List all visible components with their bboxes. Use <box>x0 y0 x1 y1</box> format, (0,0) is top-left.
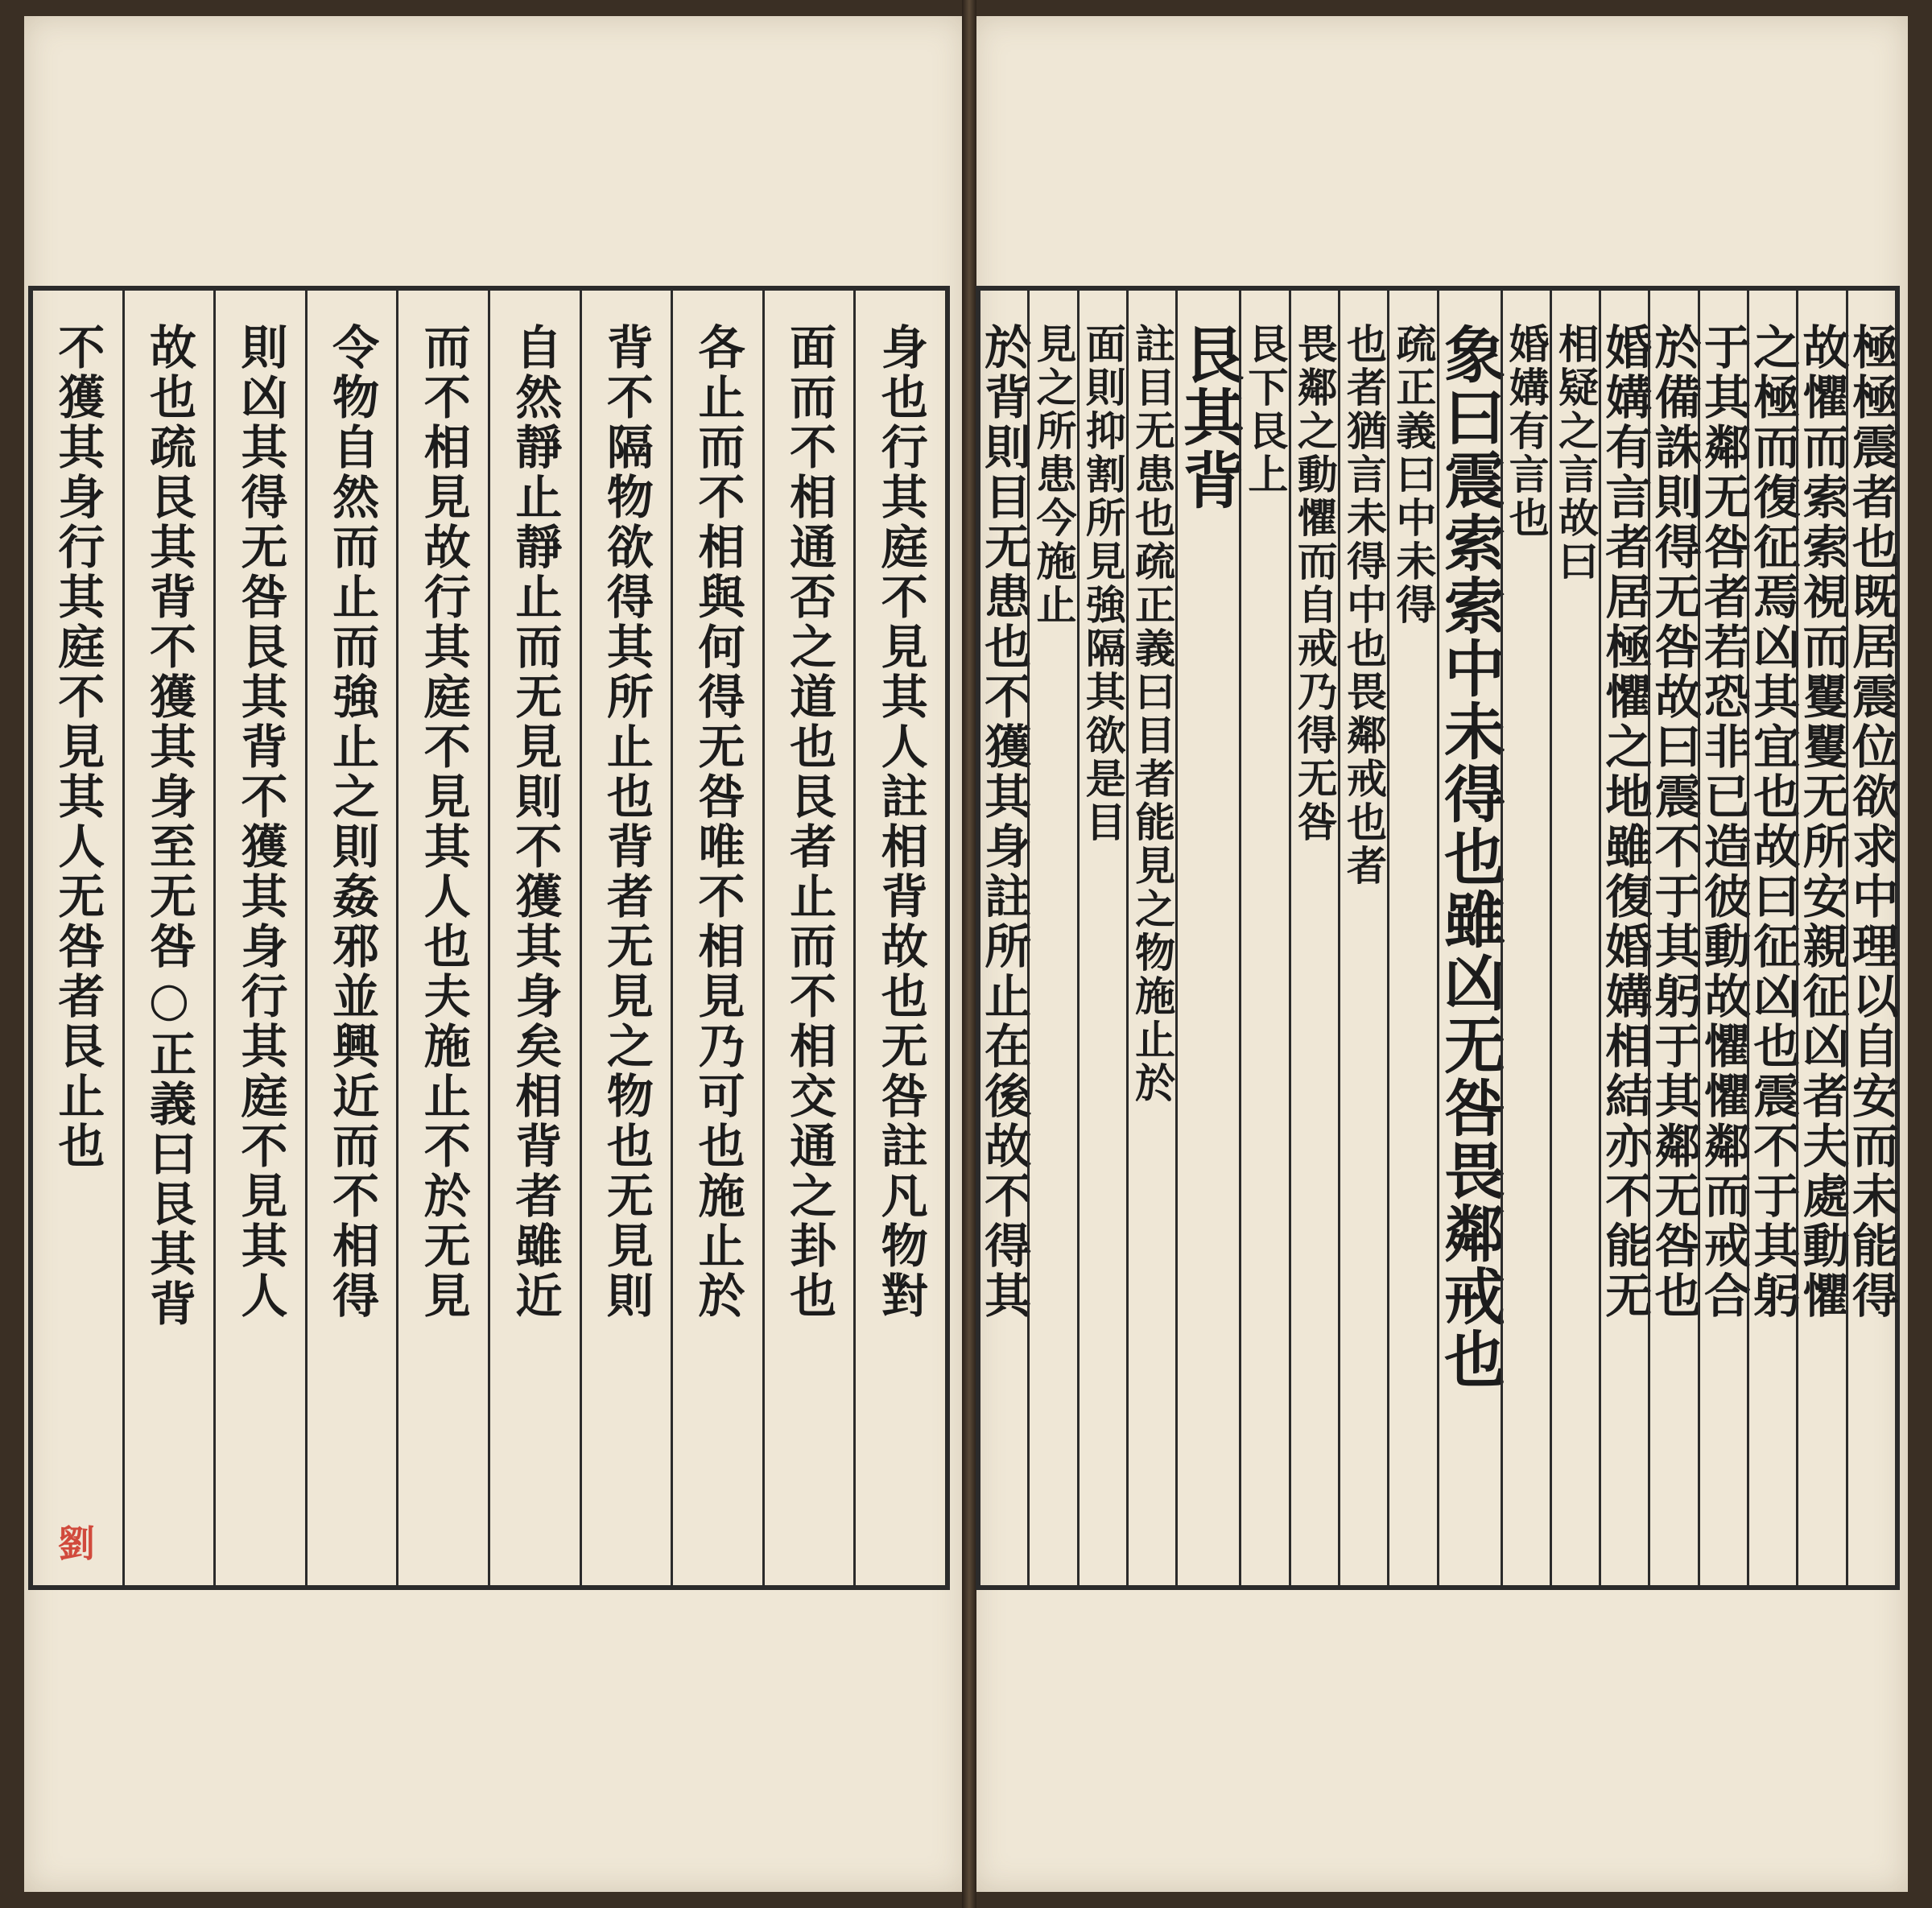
right-column <box>1843 291 1899 1585</box>
left-column-text: 則凶其得无咎艮其背不獲其身行其庭不見其人 <box>233 323 288 1321</box>
right-column <box>1387 291 1436 1585</box>
right-column <box>1695 291 1751 1585</box>
left-column <box>33 291 122 1585</box>
right-column-text: 艮下艮上 <box>1241 323 1290 497</box>
right-column-text: 婚媾有言也 <box>1502 323 1550 540</box>
right-column <box>1434 291 1506 1585</box>
left-page-frame <box>28 286 950 1590</box>
right-column-text: 極極震者也既居震位欲求中理以自安而未能得 <box>1843 323 1899 1321</box>
right-column-text: 于其鄰无咎者若恐非已造彼動故懼懼鄰而戒合 <box>1695 323 1751 1321</box>
right-column <box>1239 291 1288 1585</box>
right-column-text: 見之所患今施止 <box>1030 323 1078 627</box>
right-column-text: 於備誅則得无咎故曰震不于其躬于其鄰无咎也 <box>1646 323 1702 1321</box>
right-column <box>1550 291 1599 1585</box>
right-column-text: 婚媾有言者居極懼之地雖復婚媾相結亦不能无 <box>1597 323 1653 1321</box>
left-column <box>671 291 762 1585</box>
right-column <box>1077 291 1126 1585</box>
right-column-text: 故懼而索索視而矍矍无所安親征凶者夫處動懼 <box>1794 323 1850 1321</box>
left-column-text: 令物自然而止而強止之則姦邪並興近而不相得 <box>324 323 380 1321</box>
right-column <box>1126 291 1175 1585</box>
right-column-text: 面則抑割所見強隔其欲是目 <box>1079 323 1127 845</box>
right-page-columns <box>976 291 1899 1585</box>
right-column-text: 畏鄰之動懼而自戒乃得无咎 <box>1290 323 1339 845</box>
left-column <box>580 291 671 1585</box>
left-column-text: 背不隔物欲得其所止也背者无見之物也无見則 <box>598 323 654 1321</box>
right-column <box>1597 291 1653 1585</box>
left-column <box>853 291 945 1585</box>
left-column-text: 不獲其身行其庭不見其人无咎者艮止也 <box>50 323 105 1171</box>
left-column-text: 面而不相通否之道也艮者止而不相交通之卦也 <box>782 323 837 1321</box>
left-column <box>305 291 397 1585</box>
left-column <box>396 291 488 1585</box>
left-column-text: 身也行其庭不見其人註相背故也无咎註凡物對 <box>873 323 928 1321</box>
book-gutter <box>962 0 976 1908</box>
left-column-text: 各止而不相與何得无咎唯不相見乃可也施止於 <box>690 323 745 1321</box>
right-column <box>1027 291 1076 1585</box>
right-column <box>1745 291 1801 1585</box>
right-column-text: 疏正義曰中未得 <box>1389 323 1438 627</box>
left-column <box>122 291 214 1585</box>
right-column <box>976 291 1032 1585</box>
right-column-text: 於背則目无患也不獲其身註所止在後故不得其 <box>976 323 1032 1321</box>
left-column <box>488 291 580 1585</box>
right-column-text: 註目无患也疏正義曰目者能見之物施止於 <box>1129 323 1177 1105</box>
left-column-text: 自然靜止靜止而无見則不獲其身矣相背者雖近 <box>507 323 563 1321</box>
left-column <box>762 291 854 1585</box>
left-column-text: 而不相見故行其庭不見其人也夫施止不於无見 <box>415 323 471 1321</box>
left-column-text: 故也疏艮其背不獲其身至无咎○正義曰艮其背 <box>141 323 196 1329</box>
red-seal: 劉 <box>52 1524 96 1561</box>
right-column <box>1501 291 1550 1585</box>
right-column-text: 艮其背 <box>1173 323 1245 511</box>
right-column-text: 也者猶言未得中也畏鄰戒也者 <box>1340 323 1389 888</box>
right-column <box>1338 291 1387 1585</box>
right-column-text: 之極而復征焉凶其宜也故曰征凶也震不于其躬 <box>1745 323 1801 1321</box>
right-column <box>1646 291 1702 1585</box>
right-column-text: 象曰震索索中未得也雖凶无咎畏鄰戒也 <box>1434 323 1506 1390</box>
left-page-columns <box>33 291 945 1585</box>
right-column <box>1794 291 1850 1585</box>
right-page-frame <box>976 286 1900 1590</box>
right-column <box>1173 291 1245 1585</box>
right-column <box>1289 291 1338 1585</box>
right-column-text: 相疑之言故曰 <box>1551 323 1600 584</box>
left-column <box>213 291 305 1585</box>
